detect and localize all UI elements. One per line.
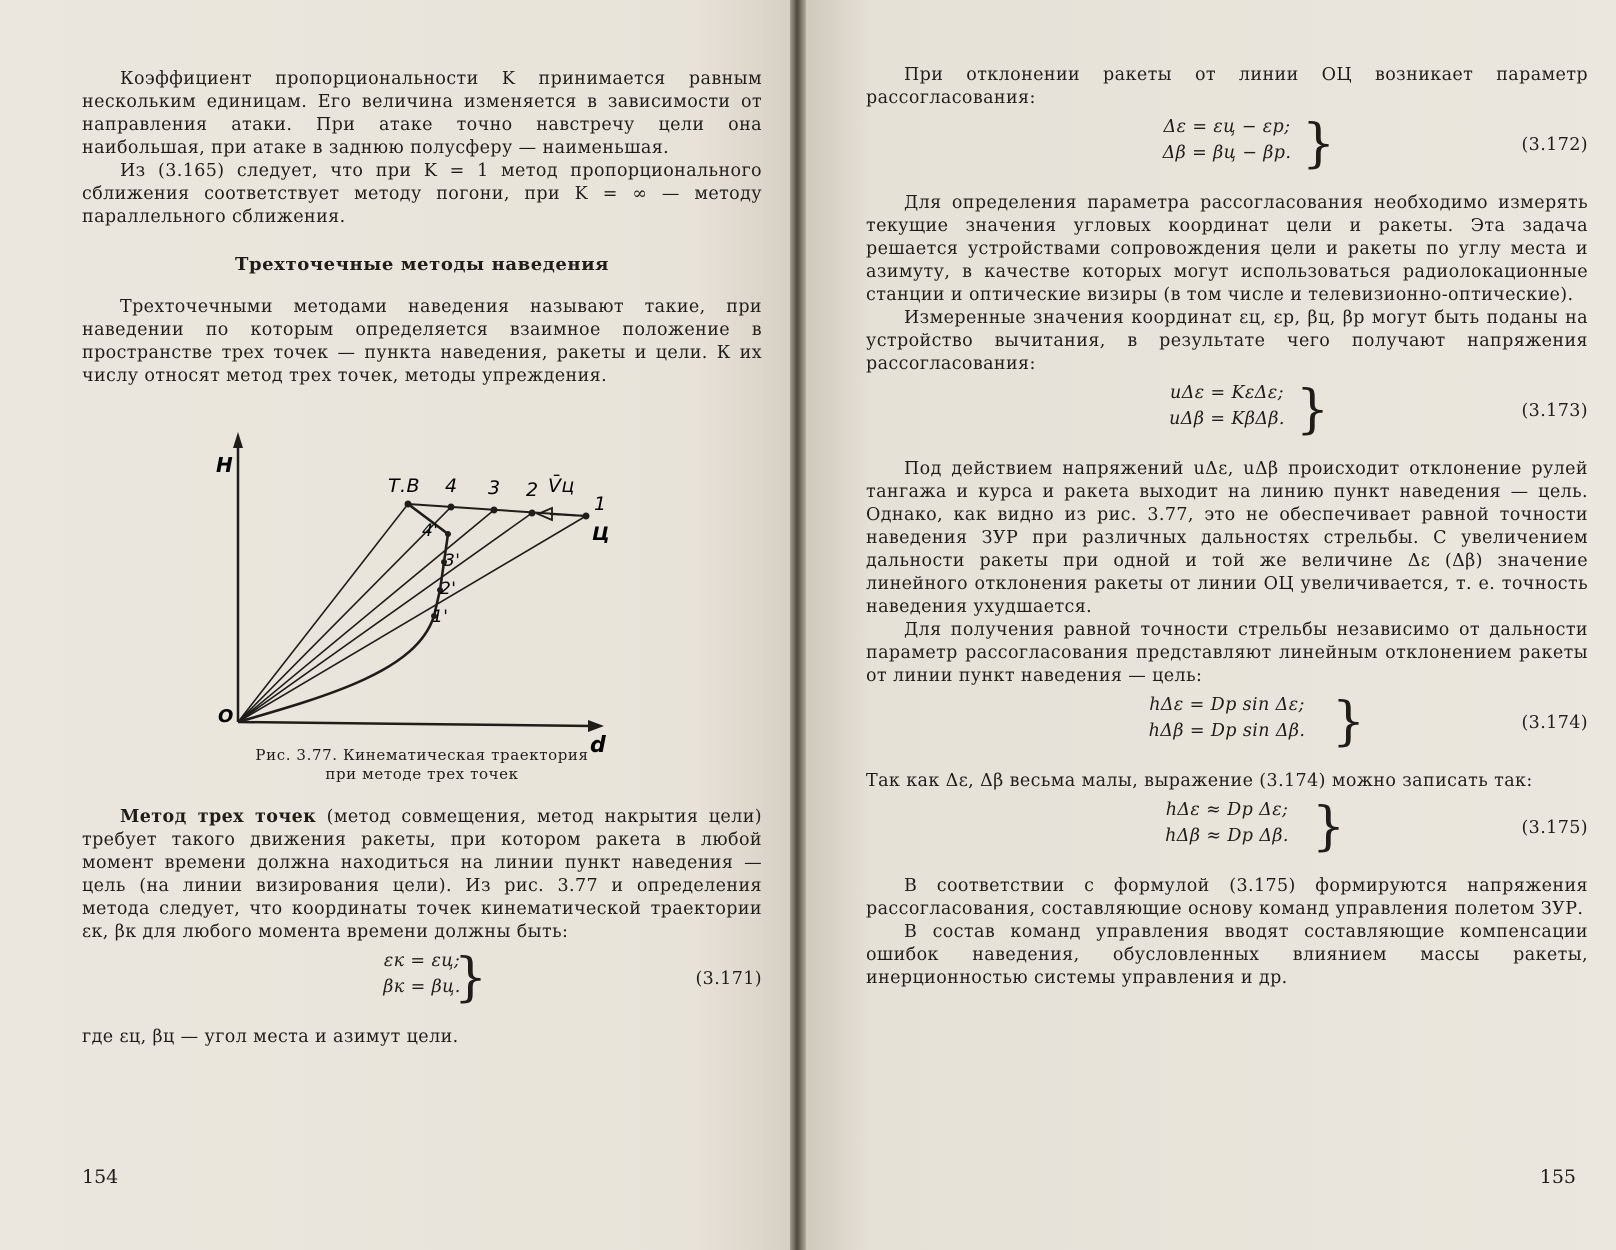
eq-3175-line-1: hΔε ≈ Dр Δε; — [1165, 800, 1289, 820]
label-d-axis: d — [590, 733, 607, 758]
label-4: 4 — [445, 475, 458, 497]
right-paragraph-5: Для получения равной точности стрельбы независимо от дальности параметр рассогласования представляют линейным отклонением ракеты от линии пункт наведения — цель: — [866, 620, 1588, 686]
section-heading: Трехточечные методы наведения — [234, 254, 610, 275]
label-target: Ц — [592, 523, 611, 545]
left-paragraph-4 — [82, 806, 762, 944]
eq-3174-line-2: hΔβ = Dр sin Δβ. — [1148, 721, 1306, 741]
right-paragraph-3: Измеренные значения координат εц, εр, βц, βр могут быть поданы на устройство вычитания, в результате чего получают напряжения рассогласования: — [866, 308, 1588, 374]
caption-line-1: Рис. 3.77. Кинематическая траектория — [255, 746, 589, 764]
eq-3172-number: (3.172) — [1521, 135, 1588, 155]
left-text-column — [82, 68, 762, 1049]
right-paragraph-8: В состав команд управления вводят составляющие компенсации ошибок наведения, обусловленных влиянием массы ракеты, инерционностью системы управления и др. — [866, 922, 1588, 988]
label-1: 1 — [594, 493, 607, 515]
left-paragraph-2: Из (3.165) следует, что при K = 1 метод пропорционального сближения соответствует методу погони, при K = ∞ — методу параллельного сближения. — [82, 161, 762, 227]
eq-3174-line-1: hΔε = Dр sin Δε; — [1149, 695, 1305, 715]
eq-3173-number: (3.173) — [1521, 401, 1588, 421]
point-1 — [583, 513, 590, 520]
d-axis-arrow — [588, 720, 604, 732]
label-1-prime: 1' — [432, 607, 449, 627]
method-definition: (метод совмещения, метод накрытия цели) требует такого движения ракеты, при котором ракета в любой момент времени должна находиться на линии пункт наведения — цель (на линии визирования цели). Из рис. 3.77 и определения метода следует, что координаты точек кинематической траектории εк, βк для любого момента времени должны быть: — [82, 807, 762, 942]
right-paragraph-6: Так как Δε, Δβ весьма малы, выражение (3.174) можно записать так: — [866, 771, 1533, 791]
point-2 — [529, 510, 536, 517]
sight-line-2 — [238, 513, 532, 722]
label-velocity: V̄ц — [548, 475, 575, 497]
caption-line-2: при методе трех точек — [325, 765, 519, 783]
left-paragraph-5: где εц, βц — угол места и азимут цели. — [82, 1027, 459, 1047]
right-text-column — [866, 64, 1588, 990]
left-page — [0, 0, 790, 1250]
eq-3175-line-2: hΔβ ≈ Dр Δβ. — [1165, 826, 1289, 846]
point-3 — [491, 507, 498, 514]
equation-3-171: εк = εц; βк = βц. } (3.171) — [82, 948, 762, 1012]
label-2-prime: 2' — [440, 579, 457, 599]
sight-line-tv — [238, 504, 408, 722]
equation-3-172: Δε = εц − εр; Δβ = βц − βр. } (3.172) — [866, 114, 1588, 178]
right-page — [806, 0, 1616, 1250]
book-gutter — [790, 0, 806, 1250]
equation-3-173: uΔε = KεΔε; uΔβ = KβΔβ. } (3.173) — [866, 380, 1588, 444]
right-paragraph-7: В соответствии с формулой (3.175) формируются напряжения рассогласования, составляющие основу команд управления полетом ЗУР. — [866, 876, 1588, 919]
h-axis-arrow — [233, 432, 243, 448]
label-origin: O — [218, 706, 234, 727]
label-3-prime: 3' — [444, 551, 461, 571]
left-paragraph-3: Трехточечными методами наведения называют такие, при наведении по которым определяется взаимное положение в пространстве трех точек — пункта наведения, ракеты и цели. К их числу относят метод трех точек, методы упреждения. — [82, 297, 762, 386]
eq-3171-number: (3.171) — [695, 969, 762, 989]
point-4 — [448, 504, 455, 511]
right-paragraph-2: Для определения параметра рассогласования необходимо измерять текущие значения угловых координат цели и ракеты. Эта задача решается устройствами сопровождения цели и ракеты по углу места и азимуту, в качестве которых могут использоваться радиолокационные станции и оптические визиры (в том числе и телевизионно-оптические). — [866, 193, 1588, 305]
right-paragraph-4: Под действием напряжений uΔε, uΔβ происходит отклонение рулей тангажа и курса и ракета выходит на линию пункт наведения — цель. Однако, как видно из рис. 3.77, это не обеспечивает равной точности наведения ЗУР при различных дальностях стрельбы. С увеличением дальности ракеты при одной и той же величине Δε (Δβ) значение линейного отклонения ракеты от линии ОЦ увеличивается, т. е. точность наведения ухудшается. — [866, 459, 1588, 617]
label-3: 3 — [488, 477, 501, 499]
sight-line-3 — [238, 510, 494, 722]
page-number-left: 154 — [82, 1166, 119, 1188]
label-4-prime: 4' — [422, 521, 439, 541]
eq-3172-line-1: Δε = εц − εр; — [1163, 117, 1291, 137]
label-h-axis: H — [216, 453, 234, 477]
velocity-arrow — [550, 514, 586, 516]
eq-3172-line-2: Δβ = βц − βр. — [1162, 143, 1292, 163]
eq-3173-line-2: uΔβ = KβΔβ. — [1169, 409, 1285, 429]
figure-caption — [82, 746, 762, 784]
eq-3171-line-1: εк = εц; — [383, 951, 461, 971]
label-2: 2 — [526, 479, 539, 501]
page-number-right: 155 — [1539, 1166, 1576, 1188]
eq-3174-number: (3.174) — [1521, 713, 1588, 733]
eq-3171-line-2: βк = βц. — [383, 977, 461, 997]
label-tv: Т.В — [388, 475, 420, 497]
eq-3175-number: (3.175) — [1521, 818, 1588, 838]
right-paragraph-1: При отклонении ракеты от линии ОЦ возникает параметр рассогласования: — [866, 65, 1588, 108]
equation-3-175: hΔε ≈ Dр Δε; hΔβ ≈ Dр Δβ. } (3.175) — [866, 797, 1588, 861]
d-axis — [238, 722, 592, 726]
left-paragraph-1: Коэффициент пропорциональности K принимается равным нескольким единицам. Его величина изменяется в зависимости от направления атаки. При атаке точно навстречу цели она наибольшая, при атаке в заднюю полусферу — наименьшая. — [82, 69, 762, 158]
eq-3173-line-1: uΔε = KεΔε; — [1170, 383, 1284, 403]
point-tv — [405, 501, 412, 508]
point-4-prime — [445, 531, 451, 537]
method-term: Метод трех точек — [120, 807, 317, 827]
equation-3-174: hΔε = Dр sin Δε; hΔβ = Dр sin Δβ. } (3.174) — [866, 692, 1588, 756]
